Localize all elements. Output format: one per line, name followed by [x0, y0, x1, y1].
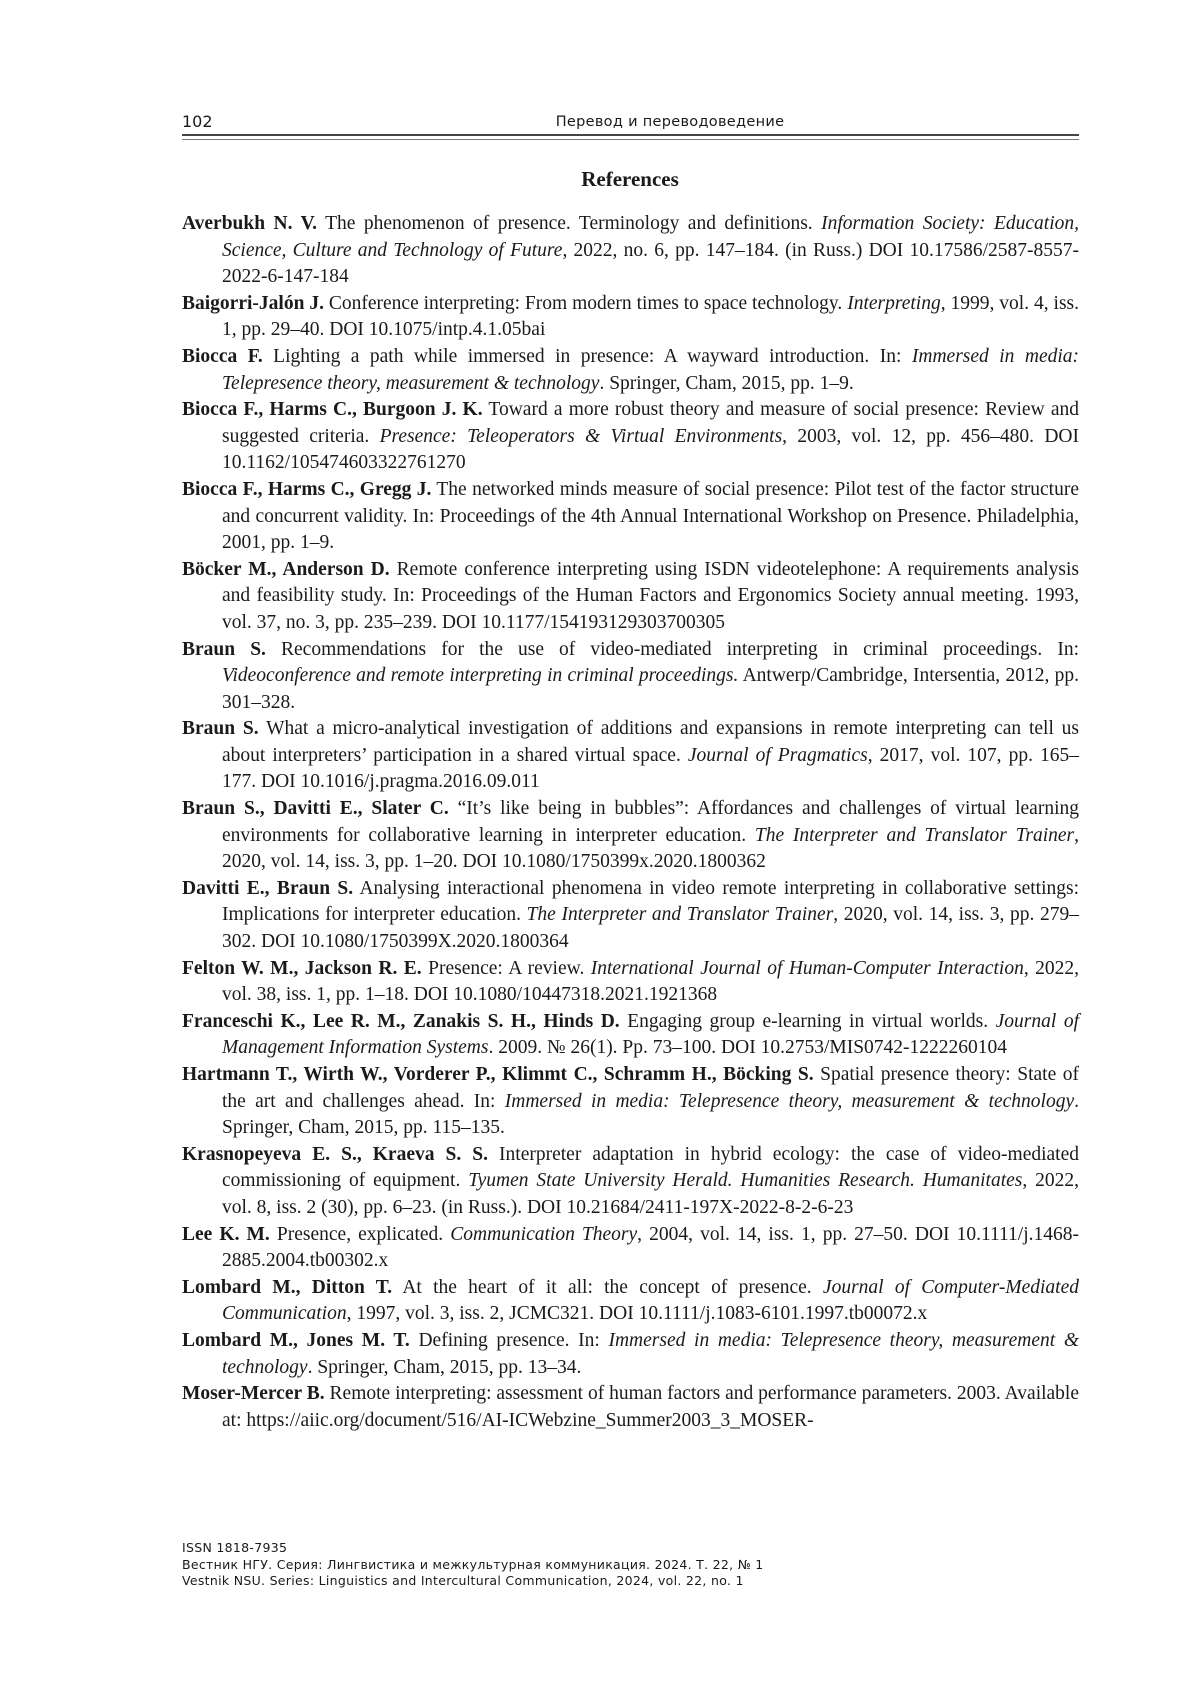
reference-text: Analysing interactional phenomena in video remote interpreting in collaborative settings: Implications for interpreter education. [222, 878, 1079, 926]
reference-item [182, 716, 1079, 796]
reference-item [182, 211, 1079, 291]
reference-details: , 2022, no. 6, pp. 147–184. (in Russ.) DOI 10.17586/2587-8557-2022-6-147-184 [222, 240, 1079, 288]
reference-text: Defining presence. In: [410, 1330, 609, 1351]
reference-authors: Moser-Mercer B. [182, 1383, 325, 1404]
reference-authors: Davitti E., Braun S. [182, 878, 353, 899]
reference-details: . 2009. № 26(1). Pp. 73–100. DOI 10.2753/MIS0742-1222260104 [488, 1037, 1007, 1058]
reference-authors: Biocca F. [182, 346, 263, 367]
reference-authors: Krasnopeyeva E. S., Kraeva S. S. [182, 1144, 488, 1165]
reference-text: Spatial presence theory: State of the art and challenges ahead. In: [222, 1064, 1079, 1112]
reference-item [182, 1222, 1079, 1275]
reference-authors: Biocca F., Harms C., Gregg J. [182, 479, 431, 500]
reference-authors: Braun S. [182, 639, 266, 660]
reference-text: Remote interpreting: assessment of human factors and performance parameters. 2003. Available at: https://aiic.org/document/516/AI-ICWebzine_Summer2003_3_MOSER- [222, 1383, 1079, 1431]
reference-item [182, 956, 1079, 1009]
reference-text: Remote conference interpreting using ISDN videotelephone: A requirements analysis and feasibility study. In: Proceedings of the Human Factors and Ergonomics Society annual meeting. 1993, vol. 37, no. 3, pp. 235–239. DOI 10.1177/154193129303700305 [222, 559, 1079, 633]
reference-details: , 1999, vol. 4, iss. 1, pp. 29–40. DOI 10.1075/intp.4.1.05bai [222, 293, 1079, 341]
reference-item [182, 1142, 1079, 1222]
reference-authors: Braun S. [182, 718, 259, 739]
reference-source: Immersed in media: Telepresence theory, measurement & technology [222, 1330, 1079, 1378]
reference-item [182, 876, 1079, 956]
reference-source: Presence: Teleoperators & Virtual Environments [380, 426, 783, 447]
reference-authors: Franceschi K., Lee R. M., Zanakis S. H., Hinds D. [182, 1011, 620, 1032]
reference-authors: Lombard M., Jones M. T. [182, 1330, 410, 1351]
reference-details: . Springer, Cham, 2015, pp. 115–135. [222, 1091, 1079, 1139]
reference-item [182, 1062, 1079, 1142]
footer-journal-en: Vestnik NSU. Series: Linguistics and Intercultural Communication, 2024, vol. 22, no. 1 [182, 1573, 764, 1590]
reference-details: , 2022, vol. 38, iss. 1, pp. 1–18. DOI 10.1080/10447318.2021.1921368 [222, 958, 1079, 1006]
reference-text: Lighting a path while immersed in presence: A wayward introduction. In: [263, 346, 912, 367]
reference-text: Interpreter adaptation in hybrid ecology: the case of video-mediated commissioning of equipment. [222, 1144, 1079, 1192]
reference-authors: Averbukh N. V. [182, 213, 317, 234]
reference-item [182, 1381, 1079, 1434]
reference-authors: Braun S., Davitti E., Slater C. [182, 798, 449, 819]
reference-details: , 2003, vol. 12, pp. 456–480. DOI 10.1162/105474603322761270 [222, 426, 1079, 474]
footer-journal-ru: Вестник НГУ. Серия: Лингвистика и межкультурная коммуникация. 2024. Т. 22, № 1 [182, 1557, 764, 1574]
reference-source: Journal of Computer-Mediated Communication [222, 1277, 1079, 1325]
reference-source: Interpreting [847, 293, 941, 314]
reference-item [182, 477, 1079, 557]
page-footer [182, 1540, 764, 1590]
reference-text: Toward a more robust theory and measure of social presence: Review and suggested criteria. [222, 399, 1079, 447]
reference-source: Journal of Management Information Systems [222, 1011, 1079, 1059]
reference-authors: Baigorri-Jalón J. [182, 293, 324, 314]
reference-source: Immersed in media: Telepresence theory, measurement & technology [505, 1091, 1074, 1112]
reference-details: , 2020, vol. 14, iss. 3, pp. 279–302. DOI 10.1080/1750399X.2020.1800364 [222, 904, 1079, 952]
header-rule-thin [182, 139, 1079, 140]
running-header: Перевод и переводоведение [460, 114, 880, 130]
reference-item [182, 397, 1079, 477]
reference-source: International Journal of Human-Computer Interaction [591, 958, 1024, 979]
reference-text: “It’s like being in bubbles”: Affordances and challenges of virtual learning environments for collaborative learning in interpreter education. [222, 798, 1079, 846]
reference-item [182, 637, 1079, 717]
reference-item [182, 291, 1079, 344]
reference-details: Antwerp/Cambridge, Intersentia, 2012, pp. 301–328. [222, 665, 1079, 713]
reference-item [182, 557, 1079, 637]
reference-item [182, 1328, 1079, 1381]
reference-text: Presence: A review. [422, 958, 591, 979]
page-number: 102 [182, 112, 213, 131]
reference-authors: Felton W. M., Jackson R. E. [182, 958, 422, 979]
reference-authors: Böcker M., Anderson D. [182, 559, 390, 580]
reference-authors: Lee K. M. [182, 1224, 270, 1245]
reference-authors: Hartmann T., Wirth W., Vorderer P., Klimmt C., Schramm H., Böcking S. [182, 1064, 814, 1085]
reference-text: Engaging group e-learning in virtual worlds. [620, 1011, 996, 1032]
reference-item [182, 344, 1079, 397]
reference-details: , 2022, vol. 8, iss. 2 (30), pp. 6–23. (in Russ.). DOI 10.21684/2411-197X-2022-8-2-6-23 [222, 1170, 1079, 1218]
reference-list [182, 211, 1079, 1434]
reference-source: Videoconference and remote interpreting in criminal proceedings. [222, 665, 738, 686]
reference-item [182, 1009, 1079, 1062]
reference-item [182, 796, 1079, 876]
reference-source: The Interpreter and Translator Trainer [527, 904, 834, 925]
header-rule-thick [182, 134, 1079, 136]
reference-authors: Biocca F., Harms C., Burgoon J. K. [182, 399, 483, 420]
reference-source: Tyumen State University Herald. Humanities Research. Humanitates [468, 1170, 1022, 1191]
reference-text: What a micro-analytical investigation of additions and expansions in remote interpreting can tell us about interpreters’ participation in a shared virtual space. [222, 718, 1079, 766]
reference-source: Information Society: Education, Science, Culture and Technology of Future [222, 213, 1079, 261]
reference-text: At the heart of it all: the concept of presence. [392, 1277, 823, 1298]
reference-authors: Lombard M., Ditton T. [182, 1277, 392, 1298]
reference-details: , 1997, vol. 3, iss. 2, JCMC321. DOI 10.1111/j.1083-6101.1997.tb00072.x [347, 1303, 928, 1324]
reference-source: Journal of Pragmatics [688, 745, 868, 766]
reference-source: Communication Theory [450, 1224, 637, 1245]
reference-source: Immersed in media: Telepresence theory, measurement & technology [222, 346, 1079, 394]
reference-text: The networked minds measure of social presence: Pilot test of the factor structure and concurrent validity. In: Proceedings of the 4th Annual International Workshop on Presence. Philadelphia, 2001, pp. 1–9. [222, 479, 1079, 553]
footer-issn: ISSN 1818-7935 [182, 1540, 764, 1557]
reference-text: Recommendations for the use of video-mediated interpreting in criminal proceedings. In: [266, 639, 1079, 660]
section-title: References [0, 167, 1200, 192]
reference-details: , 2004, vol. 14, iss. 1, pp. 27–50. DOI 10.1111/j.1468-2885.2004.tb00302.x [222, 1224, 1079, 1272]
reference-text: The phenomenon of presence. Terminology and definitions. [317, 213, 821, 234]
reference-details: , 2017, vol. 107, pp. 165–177. DOI 10.1016/j.pragma.2016.09.011 [222, 745, 1079, 793]
reference-item [182, 1275, 1079, 1328]
reference-source: The Interpreter and Translator Trainer [755, 825, 1074, 846]
reference-details: , 2020, vol. 14, iss. 3, pp. 1–20. DOI 10.1080/1750399x.2020.1800362 [222, 825, 1079, 873]
reference-details: . Springer, Cham, 2015, pp. 1–9. [599, 373, 853, 394]
reference-details: . Springer, Cham, 2015, pp. 13–34. [308, 1357, 582, 1378]
reference-text: Presence, explicated. [270, 1224, 450, 1245]
reference-text: Conference interpreting: From modern times to space technology. [324, 293, 847, 314]
